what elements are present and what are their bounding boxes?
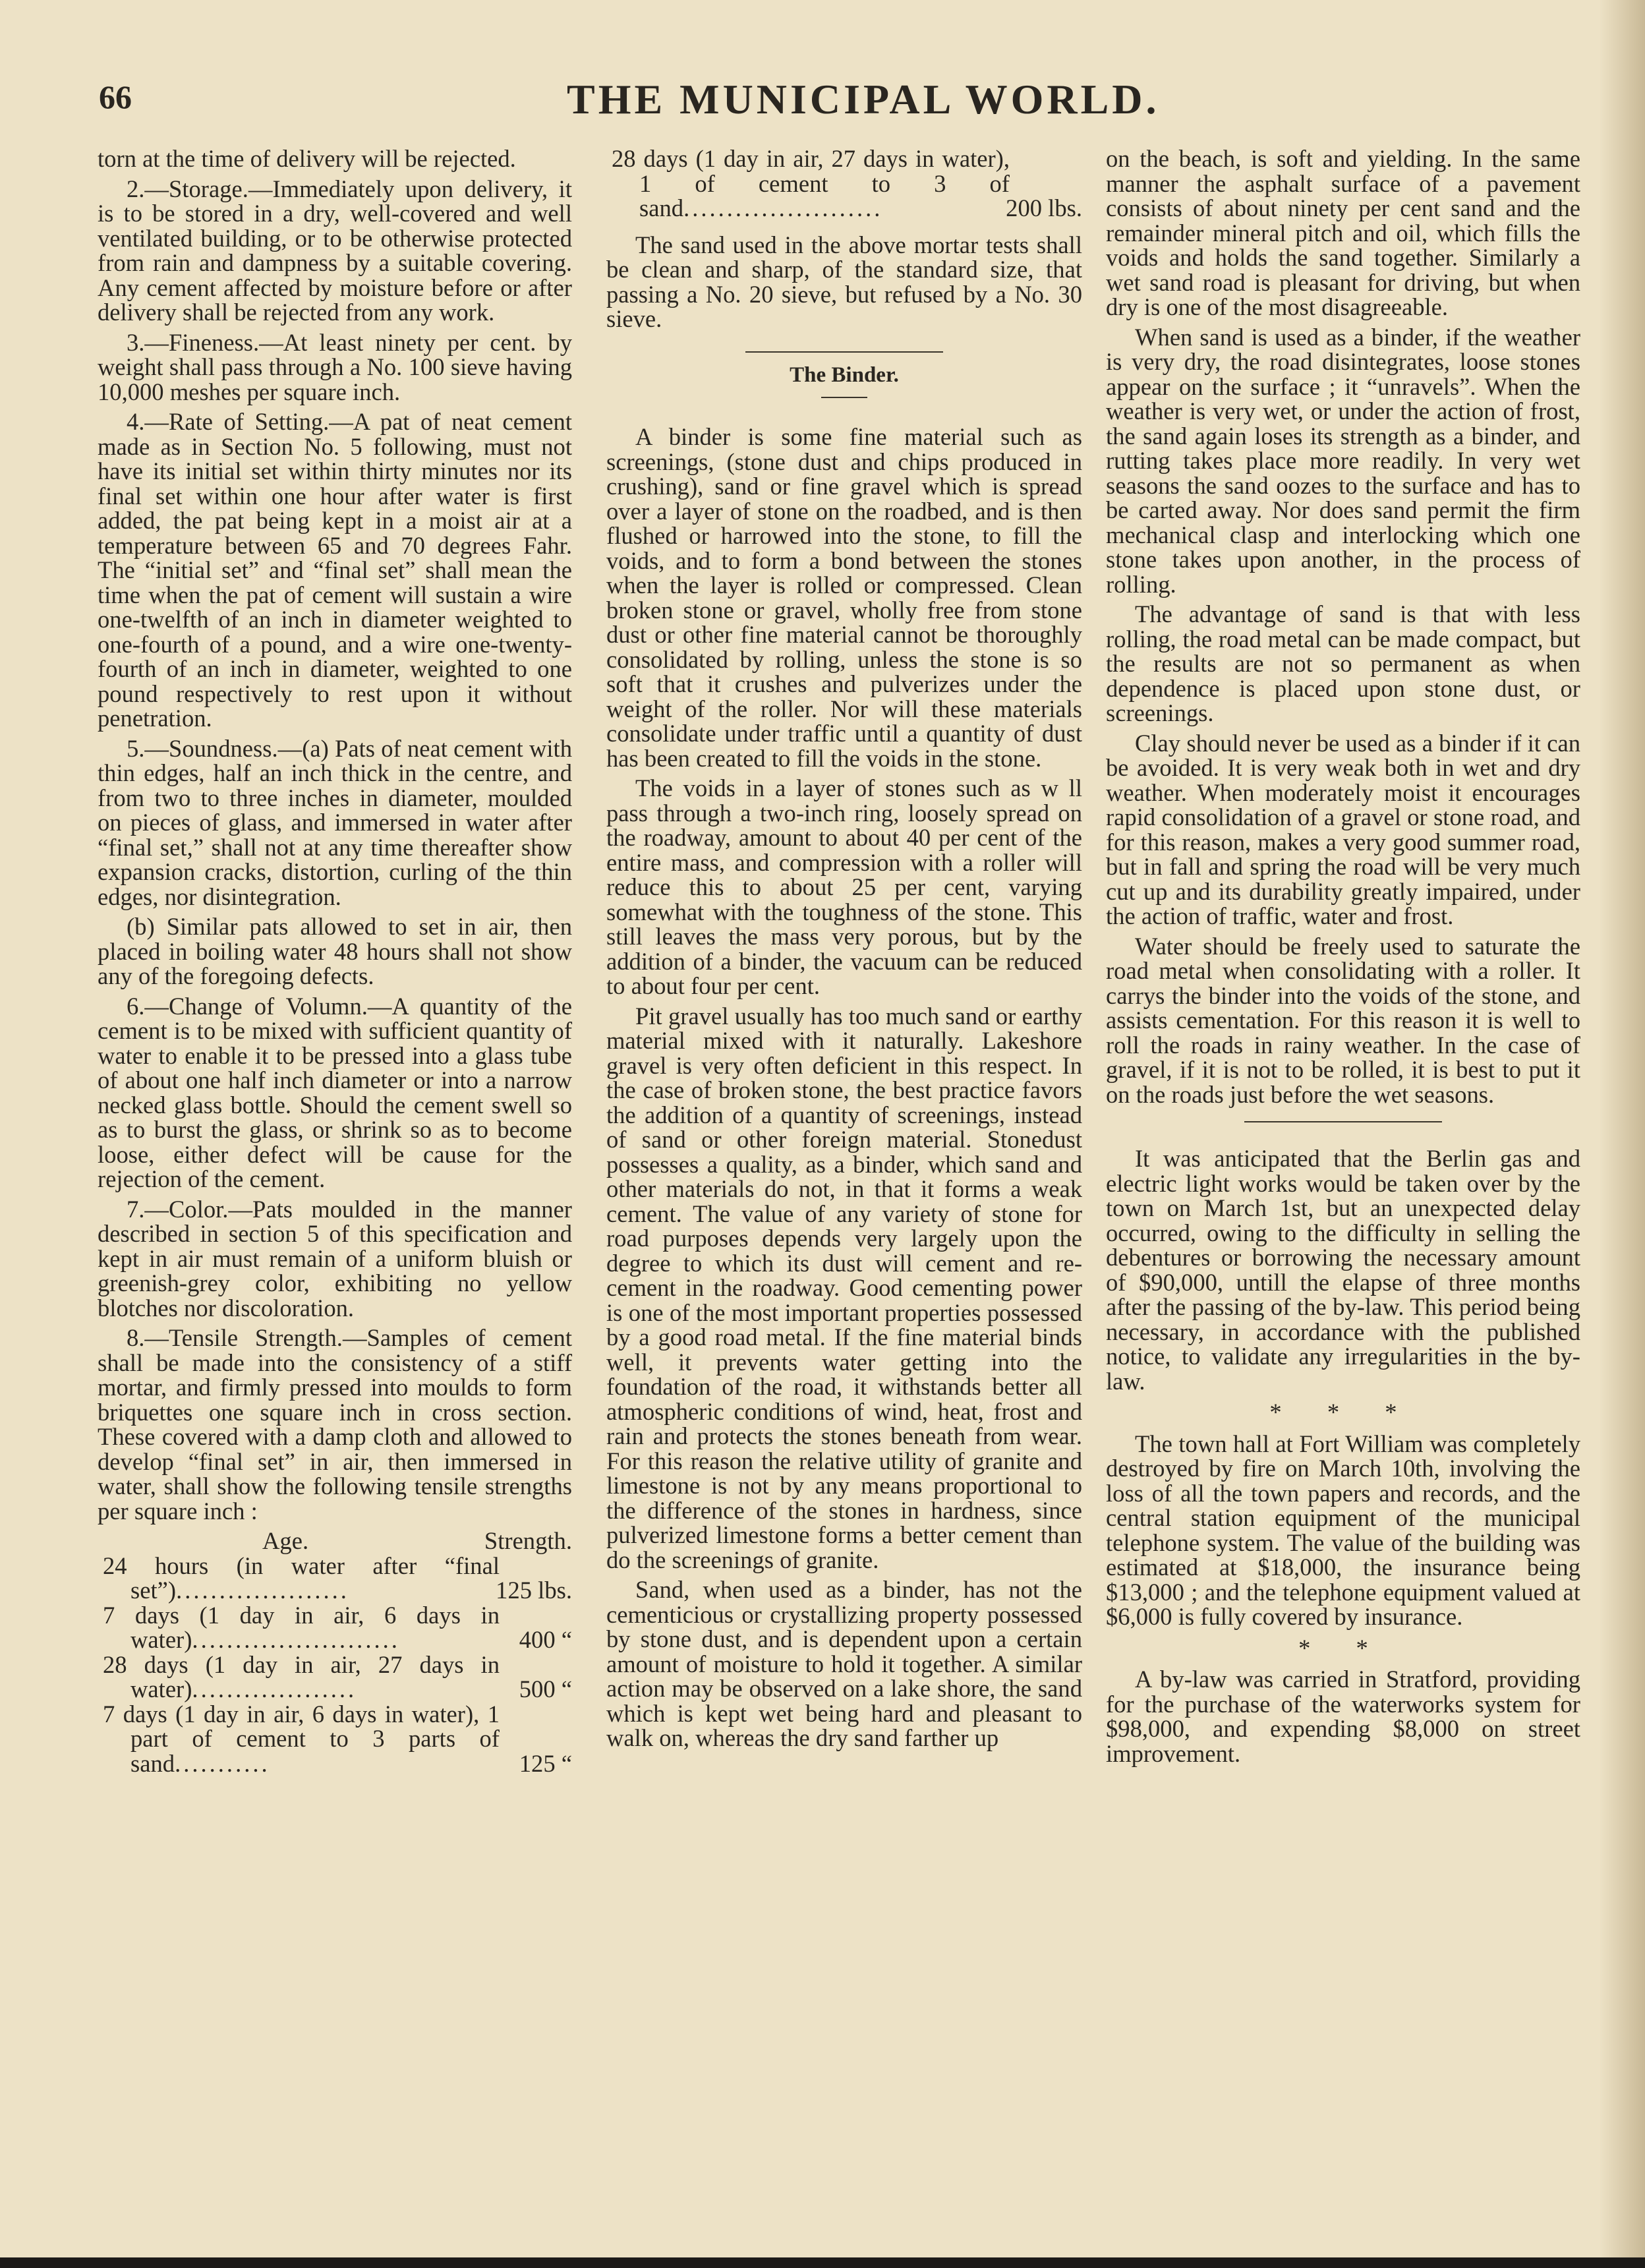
- row-leader: ........................: [192, 1626, 400, 1653]
- paragraph: The voids in a layer of stones such as w ll pass through a two-inch ring, loosely spread on the roadway, amount to about 40 per cent of the entire mass, and compression with a roller will reduce this to about 25 per cent, varying somewhat with the toughness of the stone. This still leaves the mass very porous, but by the addition of a binder, the vacuum can be reduced to about four per cent.: [606, 774, 1082, 999]
- scan-bottom-edge: [0, 2257, 1645, 2268]
- paragraph: 5.—Soundness.—(a) Pats of neat cement with thin edges, half an inch thick in the centre, and from two to three inches in diameter, moulded on pieces of glass, and immersed in water after “final set,” shall not at any time thereafter show expansion cracks, distortion, curling of the thin edges, nor disintegration.: [98, 734, 572, 910]
- row-label: 7 days (1 day in air, 6 days in water), 1 part of cement to 3 parts of sand: [103, 1700, 500, 1777]
- table-head-strength: Strength.: [484, 1527, 572, 1554]
- paragraph: Water should be freely used to saturate the road metal when consolidating with a roller. It carrys the binder into the voids of the stone, and assists cementation. For this reason it is well to roll the roads in rainy weather. In the case of gravel, if it is not to be rolled, it is best to put it on the roads just before the wet seasons.: [1106, 932, 1580, 1108]
- separator-stars: * * *: [1269, 1399, 1417, 1426]
- column-1: [98, 146, 572, 1776]
- paragraph: 2.—Storage.—Immediately upon delivery, it is to be stored in a dry, well-covered and well ventilated building, or to be otherwise protected from rain and dampness by a suitable covering. Any cement affected by moisture before or after delivery shall be rejected from any work.: [98, 175, 572, 326]
- row-value: 400 “: [519, 1626, 572, 1653]
- paragraph: 6.—Change of Volumn.—A quantity of the cement is to be mixed with sufficient quantity of water to enable it to be pressed into a glass tube of about one half inch diameter or into a narrow necked glass bottle. Should the cement swell so as to burst the glass, or shrink so as to become loose, either defect will be cause for the rejection of the cement.: [98, 992, 572, 1192]
- section-heading: The Binder.: [790, 363, 899, 387]
- heading-rule: [821, 397, 867, 398]
- table-row: [98, 1554, 572, 1603]
- paragraph: The advantage of sand is that with less rolling, the road metal can be made compact, but the results are not so permanent as when dependence is placed upon stone dust, or screenings.: [1106, 600, 1580, 726]
- row-value: 125 lbs.: [496, 1577, 572, 1604]
- paragraph: Clay should never be used as a binder if it can be avoided. It is very weak both in wet and dry weather. When moderately moist it encourages rapid consolidation of a gravel or stone road, and for this reason, makes a very good summer road, but in fall and spring the road will be very much cut up and its durability greatly impaired, under the action of traffic, water and frost.: [1106, 729, 1580, 929]
- paragraph: It was anticipated that the Berlin gas and electric light works would be taken over by the town on March 1st, but an unexpected delay occurred, owing to the difficulty in selling the debentures or borrowing the necessary amount of $90,000, untill the elapse of three months after the passing of the by-law. This period being necessary, in accordance with the published notice, to validate any irregularities in the by-law.: [1106, 1145, 1580, 1395]
- paragraph: A binder is some fine material such as screenings, (stone dust and chips produced in crushing), sand or fine gravel which is spread over a layer of stone on the roadbed, and is then flushed or harrowed into the stone, to fill the voids, and to form a bond between the stones when the layer is rolled or compressed. Clean broken stone or gravel, wholly free from stone dust or other fine material cannot be thoroughly consolidated by rolling, unless the stone is so soft that it crushes and pulverizes under the weight of the roller. Nor will these materials consolidate under traffic until a quantity of dust has been created to fill the voids in the stone.: [606, 423, 1082, 772]
- paragraph: 3.—Fineness.—At least ninety per cent. by weight shall pass through a No. 100 sieve having 10,000 meshes per square inch.: [98, 328, 572, 405]
- page-number: 66: [99, 78, 132, 115]
- paragraph: The sand used in the above mortar tests shall be clean and sharp, of the standard size, that passing a No. 20 sieve, but refused by a No. 30 sieve.: [606, 231, 1082, 332]
- page-header: [0, 71, 1645, 131]
- row-value: 500 “: [519, 1675, 572, 1702]
- column-2: [606, 146, 1082, 1756]
- paragraph: The town hall at Fort William was completely destroyed by fire on March 10th, involving the loss of all the town papers and records, and the central station equipment of the municipal telephone system. The value of the building was estimated at $18,000, the insurance being $13,000 ; and the telephone equipment valued at $6,000 is fully covered by insurance.: [1106, 1430, 1580, 1630]
- row-leader: ...................: [192, 1675, 357, 1702]
- paragraph: A by-law was carried in Stratford, providing for the purchase of the waterworks system for $98,000, and expending $8,000 on street improvement.: [1106, 1666, 1580, 1767]
- paragraph: 4.—Rate of Setting.—A pat of neat cement made as in Section No. 5 following, must not have its initial set within thirty minutes nor its final set within one hour after water is first added, the pat being kept in a moist air at a temperature between 65 and 70 degrees Fahr. The “initial set” and “final set” shall mean the time when the pat of cement will sustain a wire one-twelfth of an inch in diameter weighted to one-fourth of a pound, and a wire one-twenty-fourth of an inch in diameter, weighted to one pound respectively to rest upon it without penetration.: [98, 408, 572, 732]
- paragraph: on the beach, is soft and yielding. In the same manner the asphalt surface of a pavement consists of about ninety per cent sand and the remainder mineral pitch and oil, which fills the voids and holds the sand together. Similarly a wet sand road is pleasant for driving, but when dry is one of the most disagreeable.: [1106, 145, 1580, 320]
- table-row: [98, 1652, 572, 1702]
- paragraph: Sand, when used as a binder, has not the cementicious or crystallizing property possessed by stone dust, and is dependent upon a certain amount of moisture to hold it together. A similar action may be observed on a lake shore, the sand which is kept wet being hard and pleasant to walk on, whereas the dry sand farther up: [606, 1576, 1082, 1751]
- row-label: 28 days (1 day in air, 27 days in water): [103, 1650, 500, 1702]
- section-rule: [1244, 1121, 1442, 1122]
- table-row: [98, 1702, 572, 1776]
- row-leader: ....................: [176, 1577, 349, 1604]
- row-value: 125 “: [519, 1749, 572, 1777]
- paragraph: (b) Similar pats allowed to set in air, then placed in boiling water 48 hours shall not show any of the foregoing defects.: [98, 913, 572, 989]
- paragraph: Pit gravel usually has too much sand or earthy material mixed with it naturally. Lakeshore gravel is very often deficient in this respect. In the case of broken stone, the best practice favors the addition of a quantity of screenings, instead of sand or other foreign material. Stonedust possesses a quality, as a binder, which sand and other materials do not, in that it forms a weak cement. The value of any variety of stone for road purposes depends very largely upon the degree to which its dust will cement and re-cement in the roadway. Good cementing power is one of the most important properties possessed by a good road metal. If the fine material binds well, it prevents water getting into the foundation of the road, it withstands better all atmospheric conditions of wind, heat, frost and rain and protects the stones beneath from wear. For this reason the relative utility of granite and limestone is not by any means proportional to the difference of the stones in hardness, since pulverized limestone forms a better cement than do the screenings of granite.: [606, 1002, 1082, 1573]
- paragraph: When sand is used as a binder, if the weather is very dry, the road disintegrates, loose stones appear on the surface ; it “unravels”. When the weather is very wet, or under the action of frost, the sand again loses its strength as a binder, and rutting takes place more readily. In very wet seasons the sand oozes to the surface and has to be carted away. Nor does sand permit the firm mechanical clasp and interlocking which one stone takes upon another, in the process of rolling.: [1106, 323, 1580, 598]
- row-label: 7 days (1 day in air, 6 days in water): [103, 1601, 500, 1653]
- row-label: 24 hours (in water after “final set”): [103, 1552, 500, 1604]
- row-leader: ...........: [175, 1749, 270, 1777]
- paragraph: 7.—Color.—Pats moulded in the manner described in section 5 of this specification and kept in air must remain of a uniform bluish or greenish-grey color, exhibiting no yellow blotches nor discoloration.: [98, 1195, 572, 1322]
- table-head-age: Age.: [262, 1527, 309, 1554]
- separator-stars: * *: [1298, 1634, 1388, 1662]
- table-row: [606, 146, 1082, 221]
- paragraph: torn at the time of delivery will be rejected.: [98, 145, 516, 172]
- row-label: 28 days (1 day in air, 27 days in water), 1 of cement to 3 of sand: [612, 145, 1010, 221]
- section-rule: [745, 351, 943, 353]
- table-row: [98, 1603, 572, 1652]
- running-title: THE MUNICIPAL WORLD.: [567, 76, 1160, 123]
- row-value: 200 lbs.: [1006, 194, 1082, 221]
- row-leader: .......................: [683, 194, 883, 221]
- column-3: [1106, 146, 1580, 1771]
- page-edge-shadow: [1599, 0, 1645, 2268]
- strength-table-header: [98, 1528, 572, 1554]
- paragraph: 8.—Tensile Strength.—Samples of cement shall be made into the consistency of a stiff mortar, and firmly pressed into moulds to form briquettes one square inch in cross section. These covered with a damp cloth and allowed to develop “final set” in air, then immersed in water, shall show the following tensile strengths per square inch :: [98, 1324, 572, 1525]
